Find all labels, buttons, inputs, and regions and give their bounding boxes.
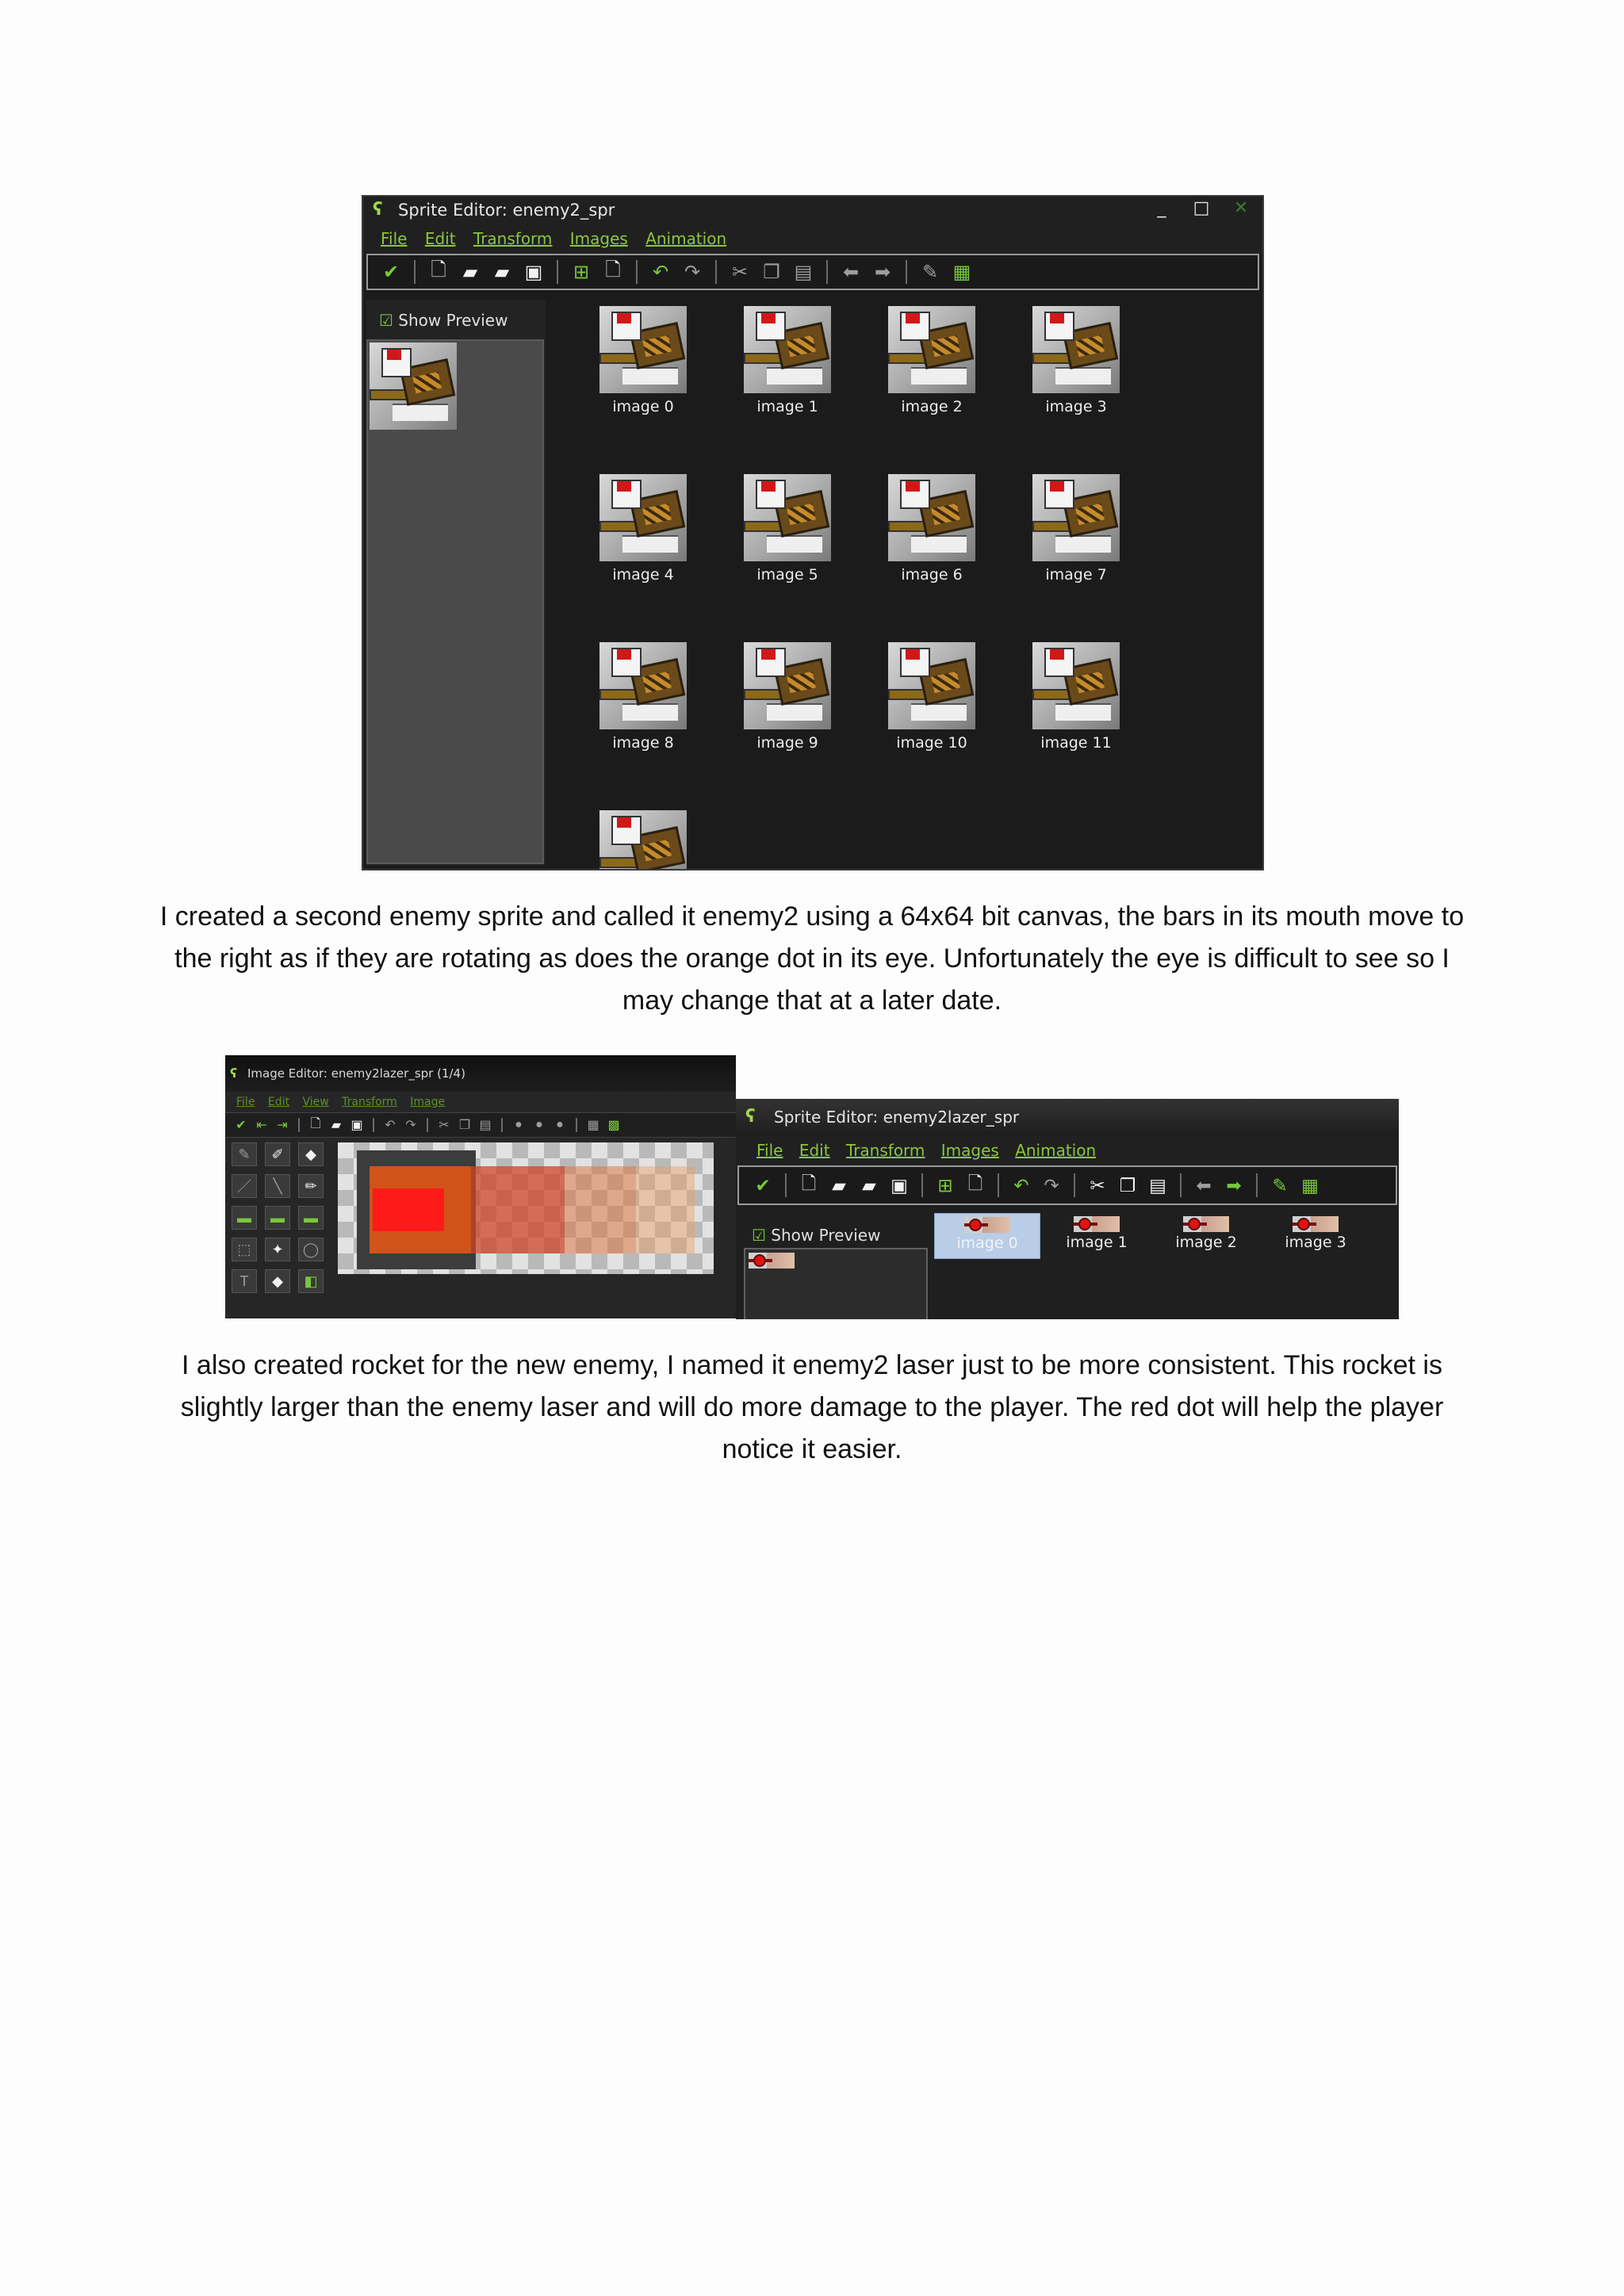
sprite-frame[interactable] xyxy=(571,474,715,584)
sprite-frame[interactable] xyxy=(860,474,1004,584)
open-icon[interactable]: ▰ xyxy=(832,1174,846,1196)
edit-icon[interactable]: ✎ xyxy=(921,261,939,283)
change-color-tool-icon[interactable]: ◧ xyxy=(298,1269,324,1293)
description-paragraph-2: I also created rocket for the new enemy, I named it enemy2 laser just to be more consistent. This rocket is slightly larger than the enemy laser and will do more damage to the player. The red dot will help the player notice it easier. xyxy=(180,1350,1444,1464)
toolbar-divider xyxy=(427,1118,428,1132)
toolbar-divider xyxy=(576,1118,577,1132)
confirm-icon[interactable]: ✔ xyxy=(755,1174,771,1196)
sprite-preview xyxy=(749,1253,795,1269)
open-icon[interactable]: ▰ xyxy=(462,261,478,283)
redo-icon[interactable]: ↷ xyxy=(684,261,701,283)
window-title: Sprite Editor: enemy2_spr xyxy=(398,201,615,220)
edit-icon[interactable]: ✎ xyxy=(1272,1174,1288,1196)
menu-animation[interactable]: Animation xyxy=(645,229,727,248)
menu-image[interactable]: Image xyxy=(410,1096,446,1108)
drawing-canvas[interactable] xyxy=(338,1142,714,1274)
edit-image-icon[interactable]: ▦ xyxy=(952,261,971,283)
rocket-trail xyxy=(471,1166,565,1253)
sprite-frame[interactable] xyxy=(715,474,860,584)
description-paragraph-1: I created a second enemy sprite and called it enemy2 using a 64x64 bit canvas, the bars in its mouth move to the right as if they are rotating as does the orange dot in its eye. Unfortunately the eye is difficult to see so I may change that at a later date. xyxy=(159,901,1465,1016)
copy-icon[interactable]: ❐ xyxy=(763,261,780,283)
new-icon[interactable]: 🗋 xyxy=(431,258,446,281)
show-preview-label: Show Preview xyxy=(771,1226,881,1245)
brush-tool-icon[interactable]: ✏ xyxy=(298,1174,324,1198)
toolbar-divider xyxy=(501,1118,503,1132)
save-icon[interactable]: ▣ xyxy=(350,1119,363,1132)
preview-panel xyxy=(366,300,546,866)
window-title: Image Editor: enemy2lazer_spr (1/4) xyxy=(247,1066,465,1081)
menu-bar xyxy=(736,1135,1399,1165)
confirm-icon[interactable]: ✔ xyxy=(236,1119,247,1132)
frame-thumbnail xyxy=(1032,642,1120,729)
paste-icon[interactable]: ▤ xyxy=(479,1119,492,1132)
frame-thumbnail xyxy=(888,474,975,561)
menu-edit[interactable]: Edit xyxy=(267,1096,290,1108)
frame-thumbnail xyxy=(599,642,687,729)
toolbar-divider xyxy=(1074,1173,1075,1197)
frame-label: image 1 xyxy=(756,398,818,415)
insert-image-icon[interactable]: 🗋 xyxy=(967,1172,983,1193)
sprite-frame[interactable] xyxy=(571,642,715,752)
frame-thumbnail xyxy=(1183,1216,1229,1232)
select-ellipse-tool-icon[interactable]: ◯ xyxy=(298,1238,324,1261)
close-icon[interactable]: ✕ xyxy=(1233,198,1249,218)
rocket-red-dot xyxy=(373,1188,444,1231)
sprite-frame[interactable] xyxy=(1044,1213,1150,1259)
image-editor-window xyxy=(225,1055,736,1318)
select-tool-icon[interactable]: ⬚ xyxy=(232,1238,257,1261)
toolbar-divider xyxy=(636,260,638,284)
fill-tool-icon[interactable]: ◆ xyxy=(265,1269,290,1293)
menu-edit[interactable]: Edit xyxy=(424,229,456,248)
cut-icon[interactable]: ✂ xyxy=(731,261,749,283)
menu-transform[interactable]: Transform xyxy=(473,229,553,248)
zoom-reset-icon[interactable]: ● xyxy=(556,1118,564,1131)
gamemaker-logo-icon: ʕ xyxy=(230,1066,238,1081)
sprite-frame[interactable] xyxy=(715,642,860,752)
pencil-tool-icon[interactable]: ✎ xyxy=(232,1142,257,1166)
menu-file[interactable]: File xyxy=(236,1096,255,1108)
sprite-frame[interactable] xyxy=(1262,1213,1369,1259)
menu-file[interactable]: File xyxy=(756,1141,783,1160)
window-title: Sprite Editor: enemy2lazer_spr xyxy=(774,1108,1020,1127)
zoom-out-icon[interactable]: ● xyxy=(535,1118,543,1131)
checkmark-icon: ☑ xyxy=(379,311,393,330)
title-bar xyxy=(736,1099,1399,1135)
checkmark-icon: ☑ xyxy=(752,1226,766,1245)
confirm-icon[interactable]: ✔ xyxy=(382,261,400,283)
magic-wand-tool-icon[interactable]: ✦ xyxy=(265,1238,290,1261)
gamemaker-logo-icon: ʕ xyxy=(745,1107,756,1127)
frame-label: image 10 xyxy=(896,734,967,752)
toolbar-divider xyxy=(557,260,558,284)
frame-label: image 0 xyxy=(612,398,674,415)
menu-animation[interactable]: Animation xyxy=(1015,1141,1097,1160)
fill-rect-tool-icon[interactable]: ▬ xyxy=(298,1206,324,1230)
sprite-editor-window xyxy=(362,195,1264,871)
new-icon[interactable]: 🗋 xyxy=(310,1116,321,1131)
line-tool-icon[interactable]: ╲ xyxy=(265,1174,290,1198)
frame-label: image 9 xyxy=(756,734,818,752)
sprite-frame[interactable] xyxy=(1153,1213,1259,1259)
show-preview-checkbox[interactable] xyxy=(379,311,508,330)
show-preview-label: Show Preview xyxy=(398,311,508,330)
frame-label: image 5 xyxy=(756,566,818,584)
open-icon[interactable]: ▰ xyxy=(331,1119,342,1132)
preview-panel xyxy=(739,1215,925,1319)
frame-label: image 8 xyxy=(612,734,674,752)
show-preview-checkbox[interactable] xyxy=(752,1226,880,1245)
preview-area xyxy=(366,339,544,864)
shift-left-icon[interactable]: ⬅ xyxy=(1196,1174,1212,1196)
frame-thumbnail xyxy=(599,810,687,871)
frame-label: image 3 xyxy=(1045,398,1107,415)
image-icon[interactable]: ▩ xyxy=(607,1119,620,1132)
add-image-icon[interactable]: ⊞ xyxy=(937,1174,953,1196)
sprite-frame[interactable] xyxy=(571,810,715,871)
grid-icon[interactable]: ▦ xyxy=(587,1119,599,1132)
maximize-icon[interactable]: □ xyxy=(1193,198,1210,218)
sprite-frame[interactable] xyxy=(1004,474,1148,584)
frame-thumbnail xyxy=(888,642,975,729)
sprite-frame[interactable] xyxy=(860,642,1004,752)
frame-label: image 11 xyxy=(1040,734,1112,752)
eraser-tool-icon[interactable]: ◆ xyxy=(298,1142,324,1166)
tool-palette xyxy=(232,1142,333,1293)
insert-image-icon[interactable]: 🗋 xyxy=(605,258,621,281)
toolbar-divider xyxy=(921,1173,923,1197)
toolbar xyxy=(225,1112,736,1138)
spray-tool-icon[interactable]: ✐ xyxy=(265,1142,290,1166)
toolbar xyxy=(737,1165,1397,1205)
menu-edit[interactable]: Edit xyxy=(799,1141,830,1160)
toolbar-divider xyxy=(414,260,416,284)
undo-icon[interactable]: ↶ xyxy=(385,1119,396,1132)
frame-label: image 7 xyxy=(1045,566,1107,584)
cut-icon[interactable]: ✂ xyxy=(1090,1174,1105,1196)
toolbar-divider xyxy=(1180,1173,1182,1197)
menu-images[interactable]: Images xyxy=(569,229,628,248)
frame-thumbnail xyxy=(744,642,831,729)
menu-view[interactable]: View xyxy=(302,1096,329,1108)
frame-label: image 3 xyxy=(1285,1234,1346,1251)
sprite-frame[interactable] xyxy=(1004,642,1148,752)
frame-thumbnail xyxy=(1293,1216,1339,1232)
toolbar-divider xyxy=(298,1118,300,1132)
paste-icon[interactable]: ▤ xyxy=(1149,1174,1166,1196)
toolbar-divider xyxy=(715,260,717,284)
gamemaker-logo-icon: ʕ xyxy=(373,200,383,220)
preview-area xyxy=(744,1248,928,1319)
frame-thumbnail xyxy=(888,306,975,393)
menu-images[interactable]: Images xyxy=(940,1141,999,1160)
toolbar xyxy=(366,254,1259,290)
shift-right-icon[interactable]: ➡ xyxy=(1226,1174,1242,1196)
menu-transform[interactable]: Transform xyxy=(342,1096,397,1108)
redo-icon[interactable]: ↷ xyxy=(405,1119,416,1132)
frame-thumbnail xyxy=(1032,474,1120,561)
save-icon[interactable]: ▣ xyxy=(524,261,543,283)
title-bar xyxy=(363,197,1262,224)
toolbar-divider xyxy=(1256,1173,1258,1197)
frame-label: image 4 xyxy=(612,566,674,584)
rectangle-tool-icon[interactable]: ▬ xyxy=(232,1206,257,1230)
cut-icon[interactable]: ✂ xyxy=(439,1119,450,1132)
title-bar xyxy=(225,1055,736,1092)
frame-label: image 1 xyxy=(1066,1234,1128,1251)
toolbar-divider xyxy=(373,1118,374,1132)
load-icon[interactable]: ▰ xyxy=(862,1174,876,1196)
load-icon[interactable]: ▰ xyxy=(494,261,510,283)
frame-thumbnail xyxy=(599,306,687,393)
frame-thumbnail xyxy=(744,474,831,561)
menu-file[interactable]: File xyxy=(381,229,408,248)
menu-bar xyxy=(363,224,1262,254)
toolbar-divider xyxy=(998,1173,999,1197)
copy-icon[interactable]: ❐ xyxy=(1119,1174,1136,1196)
image-grid xyxy=(571,306,1148,871)
frame-label: image 6 xyxy=(901,566,963,584)
toolbar-divider xyxy=(826,260,828,284)
frame-thumbnail xyxy=(1032,306,1120,393)
frame-thumbnail xyxy=(1074,1216,1120,1232)
shift-left-icon[interactable]: ⬅ xyxy=(842,261,860,283)
text-tool-icon[interactable]: T xyxy=(232,1269,257,1293)
sprite-frame[interactable] xyxy=(571,306,715,415)
undo-icon[interactable]: ↶ xyxy=(1013,1174,1029,1196)
frame-label: image 2 xyxy=(901,398,963,415)
menu-transform[interactable]: Transform xyxy=(845,1141,925,1160)
frame-label: image 2 xyxy=(1175,1234,1237,1251)
paste-icon[interactable]: ▤ xyxy=(794,261,813,283)
toolbar-divider xyxy=(906,260,907,284)
frame-thumbnail xyxy=(744,306,831,393)
sprite-frame[interactable] xyxy=(860,306,1004,415)
rocket-trail xyxy=(636,1166,695,1253)
redo-icon[interactable]: ↷ xyxy=(1044,1174,1059,1196)
zoom-in-icon[interactable]: ● xyxy=(515,1118,523,1131)
sprite-frame[interactable] xyxy=(715,306,860,415)
shift-right-icon[interactable]: ⇥ xyxy=(277,1119,288,1132)
frame-thumbnail xyxy=(964,1217,1010,1233)
sprite-frame[interactable] xyxy=(1004,306,1148,415)
toolbar-divider xyxy=(785,1173,787,1197)
add-image-icon[interactable]: ⊞ xyxy=(573,261,590,283)
sprite-frame[interactable] xyxy=(934,1213,1040,1259)
undo-icon[interactable]: ↶ xyxy=(652,261,669,283)
menu-bar xyxy=(225,1092,736,1112)
window-controls xyxy=(1148,200,1254,219)
ellipse-tool-icon[interactable]: ▬ xyxy=(265,1206,290,1230)
frame-label: image 0 xyxy=(956,1234,1018,1252)
copy-icon[interactable]: ❐ xyxy=(458,1119,471,1132)
save-icon[interactable]: ▣ xyxy=(891,1174,908,1196)
color-picker-tool-icon[interactable]: ／ xyxy=(232,1174,257,1198)
sprite-preview xyxy=(370,342,457,430)
rocket-trail xyxy=(565,1166,636,1253)
frame-thumbnail xyxy=(599,474,687,561)
edit-image-icon[interactable]: ▦ xyxy=(1301,1174,1319,1196)
image-grid xyxy=(934,1213,1369,1259)
shift-right-icon[interactable]: ➡ xyxy=(874,261,891,283)
shift-left-icon[interactable]: ⇤ xyxy=(256,1119,267,1132)
minimize-icon[interactable]: _ xyxy=(1157,198,1166,218)
new-icon[interactable]: 🗋 xyxy=(801,1172,817,1193)
sprite-editor-window xyxy=(736,1099,1399,1319)
